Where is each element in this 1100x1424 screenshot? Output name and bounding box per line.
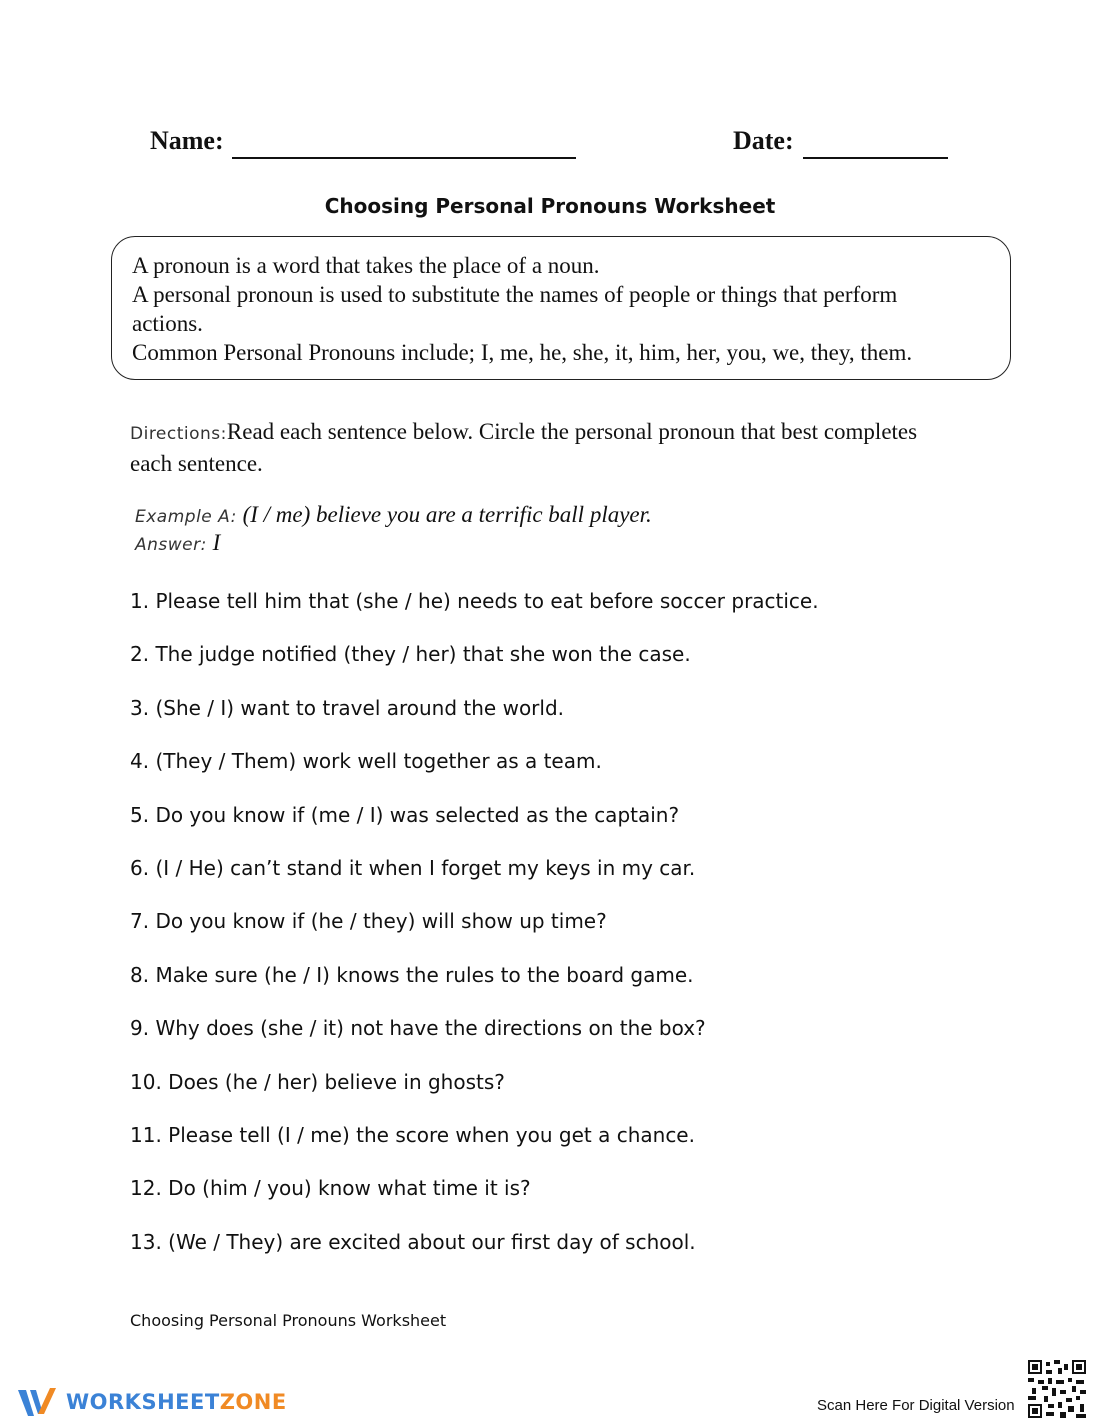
question-list xyxy=(130,586,1030,1280)
date-label: Date: xyxy=(733,126,794,155)
question-item: 4. (They / Them) work well together as a team. xyxy=(130,749,602,774)
question-item: 9. Why does (she / it) not have the directions on the box? xyxy=(130,1016,706,1041)
definition-text xyxy=(132,251,1002,367)
worksheet-title: Choosing Personal Pronouns Worksheet xyxy=(324,194,776,218)
definition-line: Common Personal Pronouns include; I, me, he, she, it, him, her, you, we, they, them. xyxy=(132,340,913,365)
question-item: 3. (She / I) want to travel around the world. xyxy=(130,695,565,720)
question-item: 1. Please tell him that (she / he) needs to eat before soccer practice. xyxy=(130,589,819,613)
name-label: Name: xyxy=(150,126,224,155)
qr-code-icon[interactable] xyxy=(1028,1360,1086,1418)
question-item: 11. Please tell (I / me) the score when you get a chance. xyxy=(130,1122,695,1147)
question-item: 2. The judge notified (they / her) that she won the case. xyxy=(130,642,691,667)
definition-line: A personal pronoun is used to substitute the names of people or things that perform xyxy=(132,282,898,307)
example-label: Example A: xyxy=(135,507,237,527)
example-answer: I xyxy=(212,530,221,555)
question-item: 8. Make sure (he / I) knows the rules to the board game. xyxy=(130,962,694,987)
directions-label: Directions: xyxy=(130,424,227,444)
footer-note: Choosing Personal Pronouns Worksheet xyxy=(130,1311,447,1330)
scan-text: Scan Here For Digital Version xyxy=(817,1397,1015,1414)
worksheet-header xyxy=(0,126,1100,166)
brand-name-part2: ZONE xyxy=(219,1390,287,1414)
name-blank-line xyxy=(232,157,576,159)
date-blank-line xyxy=(803,157,948,159)
brand-name xyxy=(66,1390,287,1414)
question-item: 10. Does (he / her) believe in ghosts? xyxy=(130,1069,505,1094)
directions-text: Read each sentence below. Circle the personal pronoun that best completes each sentence. xyxy=(130,419,918,476)
question-item: 6. (I / He) can’t stand it when I forget my keys in my car. xyxy=(130,855,696,880)
directions xyxy=(130,417,960,479)
brand-name-part1: WORKSHEET xyxy=(66,1390,220,1414)
question-item: 7. Do you know if (he / they) will show up time? xyxy=(130,909,607,934)
question-item: 5. Do you know if (me / I) was selected as the captain? xyxy=(130,802,680,827)
definition-line: actions. xyxy=(132,311,203,336)
example-sentence: (I / me) believe you are a terrific ball player. xyxy=(242,502,652,527)
definition-line: A pronoun is a word that takes the place of a noun. xyxy=(132,253,600,278)
answer-label: Answer: xyxy=(135,535,207,555)
question-item: 13. (We / They) are excited about our first day of school. xyxy=(130,1229,696,1254)
worksheetzone-logo-icon xyxy=(16,1384,60,1420)
question-item: 12. Do (him / you) know what time it is? xyxy=(130,1176,531,1201)
example-block xyxy=(135,502,935,558)
brand-logo-link[interactable] xyxy=(16,1382,287,1422)
